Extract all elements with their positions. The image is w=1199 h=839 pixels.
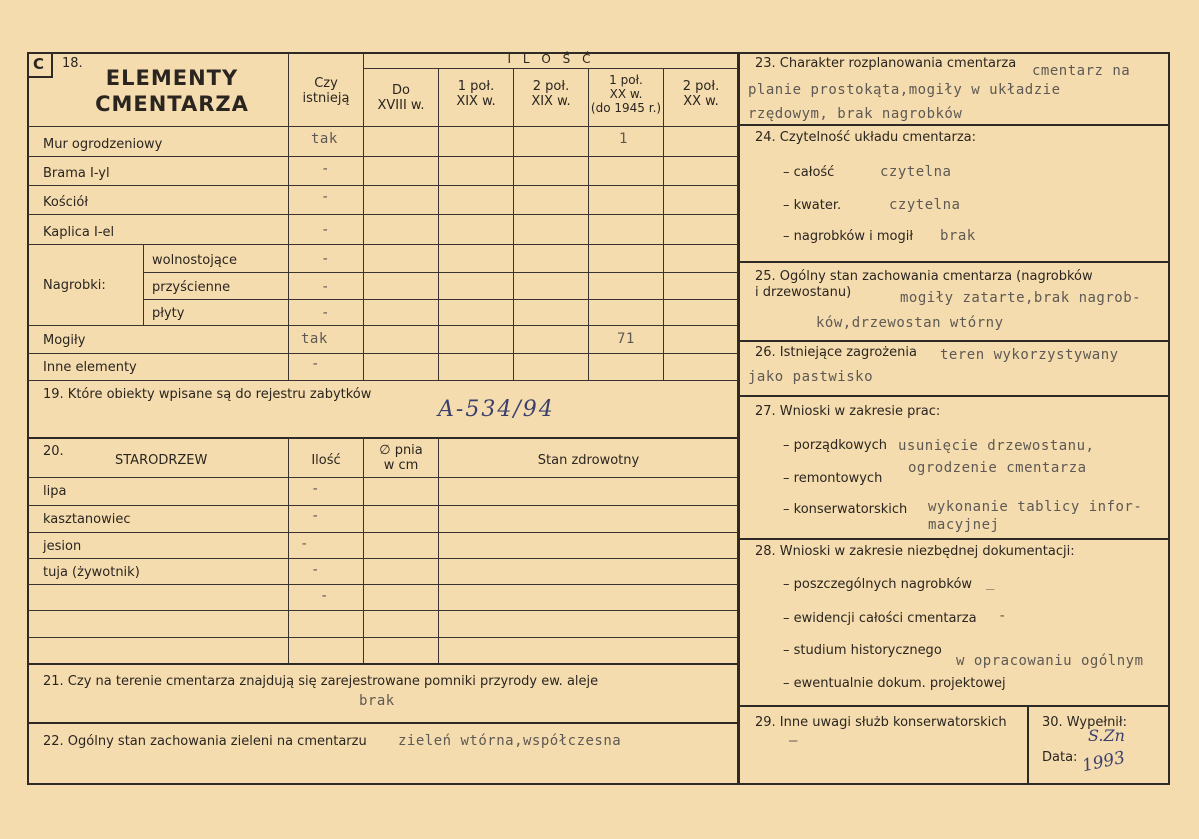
q28-item-nagrobkow: – poszczególnych nagrobków: [783, 577, 973, 592]
q27-item-konserwatorskich: – konserwatorskich: [783, 502, 908, 517]
q28-item-projektowej: – ewentualnie dokum. projektowej: [783, 676, 1006, 691]
col-line-p4: [663, 68, 664, 380]
col-line-p2: [513, 68, 514, 380]
q24-label: 24. Czytelność układu cmentarza:: [755, 130, 977, 145]
tree-name-jesion: jesion: [43, 539, 82, 554]
row-line: [28, 325, 738, 326]
tree-name-lipa: lipa: [43, 484, 67, 499]
row-line: [143, 272, 738, 273]
q20-row-line: [28, 584, 738, 585]
q21-label: 21. Czy na terenie cmentarza znajdują się zarejestrowane pomniki przyrody ew. aleje: [43, 674, 599, 689]
q29-q30-divider: [1027, 706, 1029, 784]
value-mur-period4: 1: [619, 131, 628, 147]
q30-label-filled: 30. Wypełnił:: [1042, 715, 1127, 730]
q25-answer-line2: ków,drzewostan wtórny: [816, 315, 1004, 331]
row-line: [28, 244, 738, 245]
q27-label: 27. Wnioski w zakresie prac:: [755, 404, 941, 419]
tree-qty-jesion: -: [300, 536, 309, 552]
q20-header-health: Stan zdrowotny: [537, 453, 640, 468]
q20-header-name: STARODRZEW: [115, 453, 208, 468]
q30-label-date: Data:: [1042, 750, 1078, 765]
q24-top-line: [739, 124, 1169, 126]
value-wolnostojace-exists: -: [321, 251, 330, 267]
value-inne-exists: -: [311, 356, 320, 372]
col-header-ilosc: I L O Ś Ć: [507, 52, 595, 66]
q29-top-line: [739, 705, 1169, 707]
row-label-przyscienne: przyścienne: [152, 280, 231, 295]
value-kosciol-exists: -: [321, 189, 330, 205]
q20-row-line: [28, 558, 738, 559]
tree-qty-tuja: -: [311, 562, 320, 578]
tree-name-tuja: tuja (żywotnik): [43, 565, 140, 580]
q25-top-line: [739, 261, 1169, 263]
q20-row-line: [28, 532, 738, 533]
q26-top-line: [739, 340, 1169, 342]
q20-col-line: [438, 438, 439, 663]
row-label-mogily: Mogiły: [43, 333, 86, 348]
q20-header-diameter: ∅ pnia w cm: [379, 443, 423, 473]
q19-top-line: [28, 380, 738, 381]
q21-answer: brak: [359, 693, 395, 709]
q29-answer: –: [789, 733, 798, 749]
value-mur-exists: tak: [311, 131, 338, 147]
value-mogily-period4: 71: [617, 331, 635, 347]
q27-answer-porzadkowych: usunięcie drzewostanu,: [898, 438, 1095, 454]
row-line: [28, 156, 738, 157]
value-plyty-exists: -: [321, 305, 330, 321]
q23-answer-line3: rzędowym, brak nagrobków: [748, 106, 963, 122]
q20-header-bottom: [28, 477, 738, 478]
q28-answer-studium: w opracowaniu ogólnym: [956, 653, 1144, 669]
q20-row-line: [28, 637, 738, 638]
q19-label: 19. Które obiekty wpisane są do rejestru zabytków: [43, 387, 372, 402]
q22-answer: zieleń wtórna,współczesna: [398, 733, 622, 749]
q28-label: 28. Wnioski w zakresie niezbędnej dokumentacji:: [755, 544, 1075, 559]
q26-label: 26. Istniejące zagrożenia: [755, 345, 917, 360]
q30-date: 1993: [1080, 747, 1127, 777]
q25-label-line2: i drzewostanu): [755, 285, 852, 300]
q28-item-ewidencji: – ewidencji całości cmentarza: [783, 611, 977, 626]
row-line: [28, 214, 738, 215]
ilosc-header-divider: [363, 68, 738, 69]
value-mogily-exists: tak: [301, 331, 328, 347]
q24-answer-calosc: czytelna: [880, 164, 952, 180]
q23-label: 23. Charakter rozplanowania cmentarza: [755, 56, 1017, 71]
section-title-line2: CMENTARZA: [95, 92, 249, 116]
value-kaplica-exists: -: [321, 222, 330, 238]
row-label-plyty: płyty: [152, 306, 185, 321]
row-line: [28, 185, 738, 186]
q27-answer-continued: macyjnej: [928, 517, 1000, 533]
q25-label-line1: 25. Ogólny stan zachowania cmentarza (nagrobków: [755, 269, 1093, 284]
tree-qty-extra: -: [320, 588, 329, 604]
row-label-mur: Mur ogrodzeniowy: [43, 137, 163, 152]
q20-number: 20.: [43, 444, 64, 459]
row-label-wolnostojace: wolnostojące: [152, 253, 237, 268]
value-przyscienne-exists: -: [321, 279, 330, 295]
q20-col-line: [288, 438, 289, 663]
row-line: [28, 353, 738, 354]
section-title-line1: ELEMENTY: [105, 66, 239, 90]
q28-answer-ewidencji: -: [998, 608, 1007, 624]
q24-item-calosc: – całość: [783, 165, 835, 180]
q20-col-line: [363, 438, 364, 663]
q21-top-line: [28, 663, 738, 665]
q29-label: 29. Inne uwagi służb konserwatorskich: [755, 715, 1007, 730]
q28-top-line: [739, 538, 1169, 540]
tree-qty-kasztanowiec: -: [311, 508, 320, 524]
table18-header-bottom: [28, 126, 738, 127]
card-code-letter: C: [33, 55, 45, 73]
q20-row-line: [28, 610, 738, 611]
q23-answer-line1: cmentarz na: [1032, 63, 1131, 79]
col-header-period-3: 2 poł. XIX w.: [531, 79, 571, 109]
q27-item-remontowych: – remontowych: [783, 471, 883, 486]
q25-answer-line1: mogiły zatarte,brak nagrob-: [900, 290, 1142, 306]
q24-item-kwater: – kwater.: [783, 198, 842, 213]
tree-name-kasztanowiec: kasztanowiec: [43, 512, 131, 527]
tree-qty-lipa: -: [311, 481, 320, 497]
q28-item-studium: – studium historycznego: [783, 643, 942, 658]
q27-top-line: [739, 395, 1169, 397]
q28-answer-nagrobkow: _: [986, 574, 995, 590]
col-line-p1: [438, 68, 439, 380]
row-label-kosciol: Kościół: [43, 195, 89, 210]
q27-answer-konserwatorskich: wykonanie tablicy infor-: [928, 499, 1143, 515]
col-header-period-1: Do XVIII w.: [377, 83, 425, 113]
col-header-exists: Czy istnieją: [302, 76, 350, 106]
q19-answer: A-534/94: [438, 397, 555, 422]
q22-label: 22. Ogólny stan zachowania zieleni na cmentarzu: [43, 734, 367, 749]
q26-answer-line2: jako pastwisko: [748, 369, 874, 385]
q22-top-line: [28, 722, 738, 724]
row-label-brama: Brama I-yl: [43, 166, 110, 181]
col-header-period-5: 2 poł. XX w.: [682, 79, 720, 109]
section-18-number: 18.: [62, 56, 83, 71]
q24-answer-nagrobkow: brak: [940, 228, 976, 244]
q23-answer-line2: planie prostokąta,mogiły w układzie: [748, 82, 1061, 98]
q20-header-qty: Ilość: [311, 453, 341, 468]
value-brama-exists: -: [321, 161, 330, 177]
col-header-period-4: 1 poł. XX w. (do 1945 r.): [590, 73, 662, 115]
row-label-kaplica: Kaplica I-el: [43, 225, 115, 240]
row-line: [143, 299, 738, 300]
q24-answer-kwater: czytelna: [889, 197, 961, 213]
col-header-period-2: 1 poł. XIX w.: [456, 79, 496, 109]
group-label-nagrobki: Nagrobki:: [43, 278, 106, 293]
q24-item-nagrobkow: – nagrobków i mogił: [783, 229, 914, 244]
q27-item-porzadkowych: – porządkowych: [783, 438, 887, 453]
nagrobki-divider: [143, 244, 144, 325]
q19-bottom-line: [28, 437, 738, 439]
row-label-inne: Inne elementy: [43, 360, 137, 375]
q26-answer-line1: teren wykorzystywany: [940, 347, 1119, 363]
q30-signature: S.Zn: [1088, 726, 1125, 745]
q20-row-line: [28, 505, 738, 506]
q27-answer-remontowych: ogrodzenie cmentarza: [908, 460, 1087, 476]
